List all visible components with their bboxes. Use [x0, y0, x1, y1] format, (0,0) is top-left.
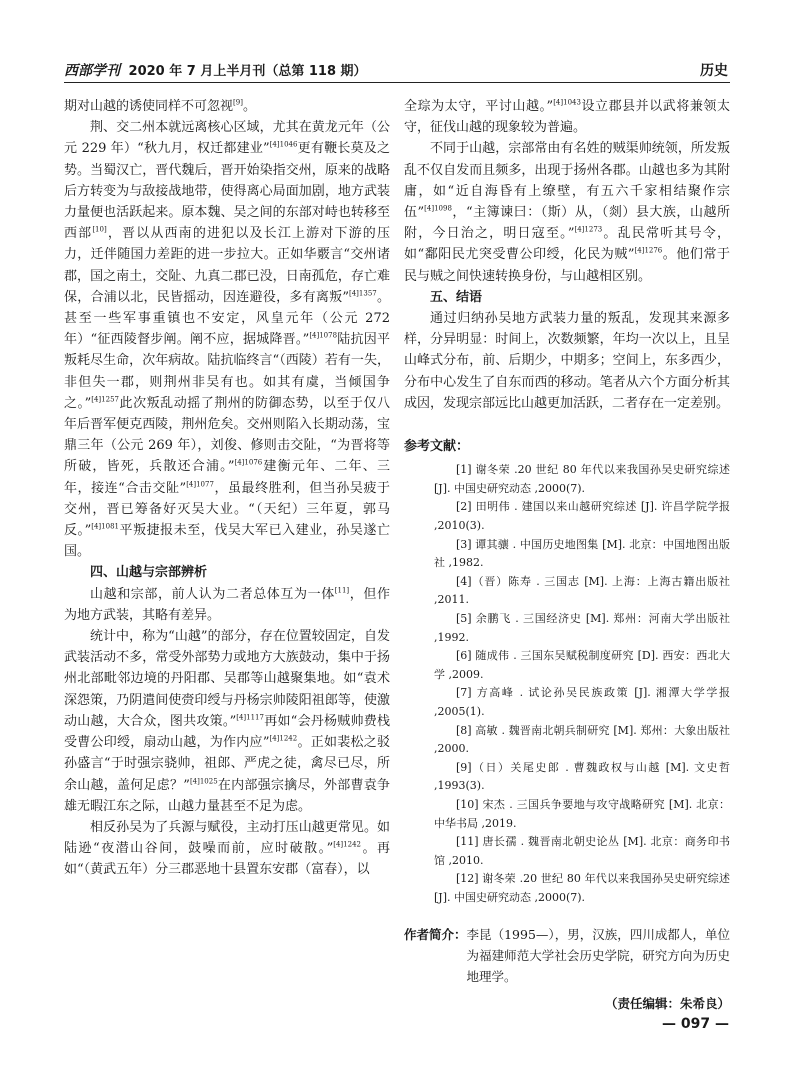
reference-item: [8] 高敏 . 魏晋南北朝兵制研究 [M]. 郑州：大象出版社 ,2000.	[434, 723, 730, 756]
reference-item: [11] 唐长孺 . 魏晋南北朝史论丛 [M]. 北京：商务印书馆 ,2010.	[434, 835, 730, 867]
paragraph: 荆、交二州本就远离核心区域，尤其在黄龙元年（公元 229 年）“秋九月，权迁都建业”$^{[4]1046}$更有鞭长莫及之势。当蜀汉亡，晋代魏后，晋开始染指交州，原来的战略后方转变为与敌接战地带，使得离心局面加剧，地方武装力量便也活跃起来。原本魏、吴之间的东部对峙也转移至西部[10]，晋以从西南的进犯以及长江上游对下游的压力，迁伴随国力差距的进一步拉大。正如华覈言“交州诸郡，国之南土，交阯、九真二郡已没，日南孤危，存亡难保，合浦以北，民皆摇动，因连避役，多有离叛”$^{[4]1357}$。甚至一些军事重镇也不安定，风皇元年（公元 272 年）“征西陵督步阐。阐不应，据城降晋。”$^{[4]1078}$陆抗因平叛耗尽生命，次年病故。陆抗临终言“（西陵）若有一失，非但失一郡，则荆州非吴有也。如其有虞，当倾国争之。”$^{[4]1257}$此次叛乱动摇了荆州的防御态势，以至于仅八年后晋军便克西陵，荆州危矣。交州则陷入长期动荡，宝鼎三年（公元 269 年），刘俊、修则击交阯，“为晋将等所破，皆死，兵散还合浦。”$^{[4]1076}$建衡元年、二年、三年，接连“合击交阯”$^{[4]1077}$，虽最终胜利，但当孙吴疲于交州，晋已筹备好灭吴大业。“（天纪）三年夏，郭马反。”$^{[4]1081}$平叛捷报未至，伐吴大军已入建业，孙吴遂亡国。	[64, 120, 390, 560]
journal-masthead	[64, 60, 367, 80]
reference-item: [9]（日）关尾史郎 . 曹魏政权与山越 [M]. 文史哲 ,1993(3).	[434, 760, 730, 793]
section-heading: 四、山越与宗部辨析	[90, 565, 208, 581]
reference-item: [7] 方高峰 . 试论孙吴民族政策 [J]. 湘潭大学学报 ,2005(1).	[434, 686, 730, 718]
reference-item: [12] 谢冬荣 .20 世纪 80 年代以来我国孙吴史研究综述 [J]. 中国史研究动态 ,2000(7).	[434, 872, 730, 904]
paragraph: 相反孙吴为了兵源与赋役，主动打压山越更常见。如陆逊“夜潜山谷间，鼓噪而前，应时破散。”$^{[4]1242}$。再如“（黄武五年）分三郡恶地十县置东安郡（富春），以	[64, 819, 390, 878]
header-rule	[64, 82, 730, 83]
page-number: — 097 —	[662, 1016, 729, 1032]
paragraph: 期对山越的诱使同样不可忽视[9]。	[64, 98, 256, 114]
section-heading: 五、结语	[430, 289, 483, 305]
references-list	[404, 461, 730, 907]
section-label: 历史	[700, 63, 728, 79]
reference-item: [10] 宋杰 . 三国兵争要地与攻守战略研究 [M]. 北京：中华书局 ,2019.	[434, 797, 730, 830]
author-bio-label: 作者简介：	[404, 926, 467, 942]
reference-item: [1] 谢冬荣 .20 世纪 80 年代以来我国孙吴史研究综述 [J]. 中国史研究动态 ,2000(7).	[434, 463, 730, 495]
reference-item: [4]（晋）陈寿 . 三国志 [M]. 上海：上海古籍出版社 ,2011.	[434, 574, 730, 607]
references-title: 参考文献：	[404, 439, 470, 455]
paragraph: 全琮为太守，平讨山越。”$^{[4]1043}$设立郡县并以武将兼领太守，征伐山越的现象较为普遍。	[404, 98, 730, 136]
paragraph: 山越和宗部，前人认为二者总体互为一体[11]，但作为地方武装，其略有差异。	[64, 586, 390, 623]
author-bio-text: 李昆（1995—），男，汉族，四川成都人，单位为福建师范大学社会历史学院，研究方向为历史地理学。	[466, 926, 730, 984]
left-column	[64, 96, 390, 881]
author-bio	[404, 924, 730, 987]
paragraph: 不同于山越，宗部常由有名姓的贼渠帅统领，所发叛乱不仅自发而且频多，出现于扬州各郡。山越也多为其附庸，如“近自海昏有上缭壁，有五六千家相结聚作宗伍”$^{[4]1098}$，“主簿谏曰：（斯）从，（剡）县大族，山越所附，今日治之，明日寇至。”$^{[4]1273}$。乱民常听其号令，如“鄱阳民尤突受曹公印绶，化民为贼”$^{[4]1276}$。他们常于民与贼之间快速转换身份，与山越相区别。	[404, 141, 730, 284]
reference-item: [6] 随成伟 . 三国东吴赋税制度研究 [D]. 西安：西北大学 ,2009.	[434, 649, 730, 681]
issue-info: 2020 年 7 月上半月刊（总第 118 期）	[128, 64, 367, 79]
paragraph: 统计中，称为“山越”的部分，存在位置较固定，自发武装活动不多，常受外部势力或地方大族鼓动，集中于扬州北部毗邻边境的丹阳郡、吴郡等山越聚集地。如“袁术深怨策，乃阴遣间使赍印绶与丹杨宗帅陵阳祖郎等，使激动山越，大合众，图共攻策。”$^{[4]1117}$再如“会丹杨贼帅费栈受曹公印绶，扇动山越，为作内应”$^{[4]1242}$。正如裴松之驳孙盛言“于时强宗骁帅，祖郎、严虎之徒，禽尽已尽，所余山越，盖何足虑？”$^{[4]1025}$在内部强宗擒尽，外部曹袁争雄无暇江东之际，山越力量甚至不足为虑。	[64, 629, 390, 814]
reference-item: [3] 谭其骧 . 中国历史地图集 [M]. 北京：中国地图出版社 ,1982.	[434, 537, 730, 570]
journal-logo: 西部学刊	[64, 63, 120, 79]
reference-item: [5] 余鹏飞 . 三国经济史 [M]. 郑州：河南大学出版社 ,1992.	[434, 612, 730, 644]
page-header	[64, 58, 730, 84]
responsible-editor: （责任编辑：朱希良）	[604, 995, 730, 1011]
paragraph: 通过归纳孙吴地方武装力量的叛乱，发现其来源多样，分异明显：时间上，次数频繁，年均一次以上，且呈山峰式分布，前、后期少，中期多；空间上，东多西少，分布中心发生了自东而西的移动。笔者从六个方面分析其成因，发现宗部远比山越更加活跃，二者存在一定差别。	[404, 311, 730, 411]
right-column	[404, 96, 730, 1014]
reference-item: [2] 田明伟 . 建国以来山越研究综述 [J]. 许昌学院学报 ,2010(3).	[434, 500, 730, 533]
